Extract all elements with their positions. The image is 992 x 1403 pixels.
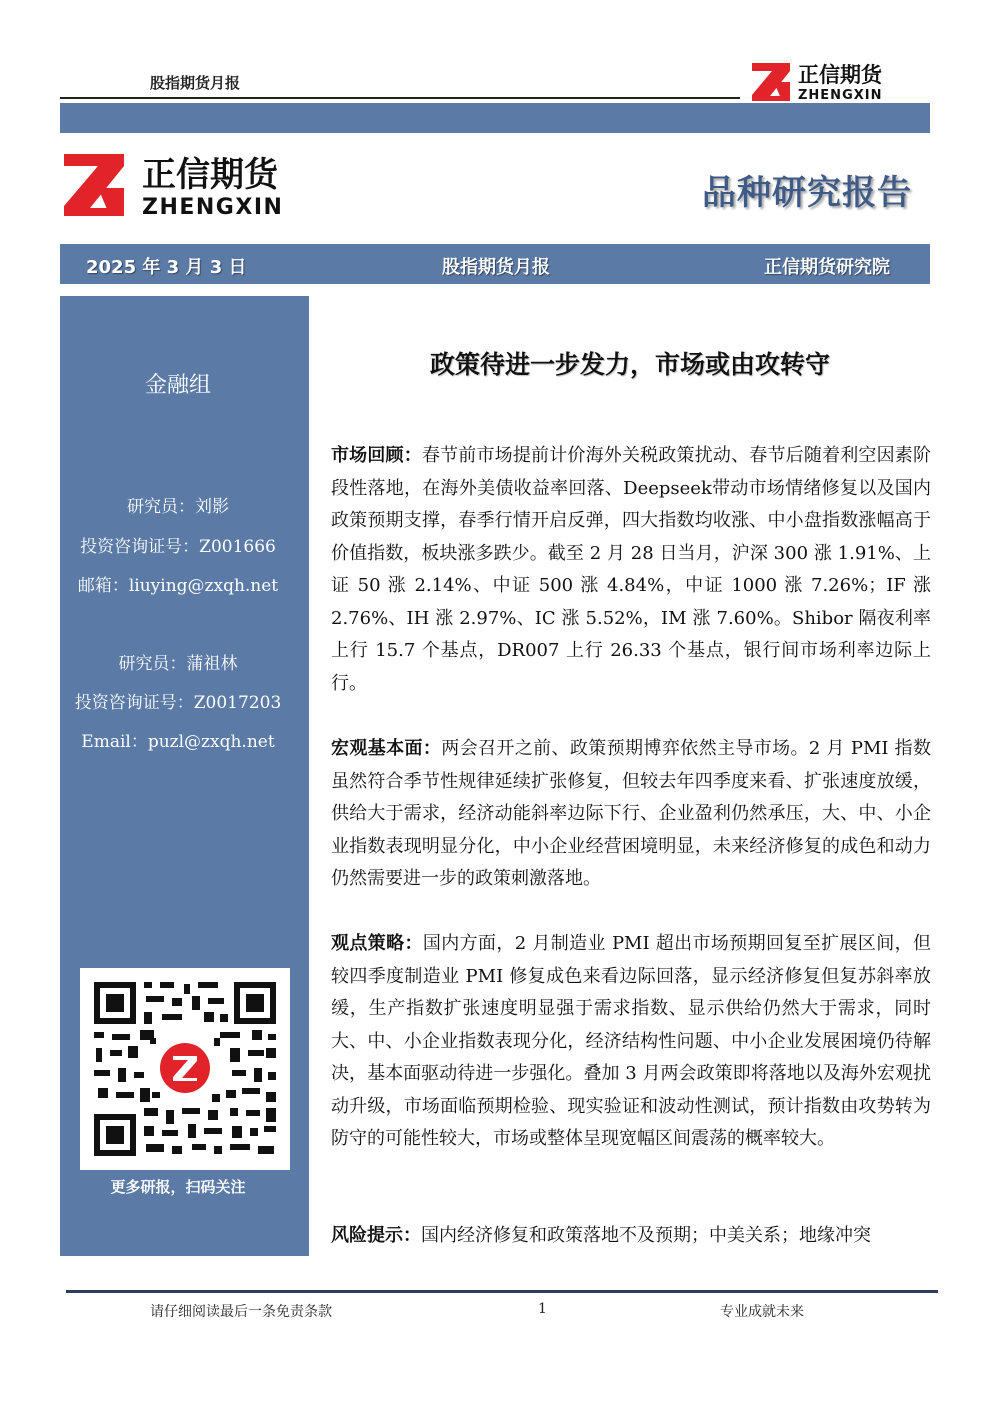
section-risk [331, 1220, 931, 1253]
qr-code-icon [80, 968, 290, 1170]
small-logo-en: ZHENGXIN [798, 88, 883, 102]
analyst-name: 研究员：蒲祖林 [118, 654, 238, 674]
running-title: 股指期货月报 [150, 74, 241, 92]
report-type: 品种研究报告 [702, 173, 912, 213]
brand-logo-cn: 正信期货 [142, 155, 278, 195]
small-logo-cn: 正信期货 [798, 63, 882, 87]
qr-caption: 更多研报，扫码关注 [110, 1178, 246, 1196]
section-text: 国内经济修复和政策落地不及预期；中美关系；地缘冲突 [421, 1225, 871, 1246]
section-strategy [331, 928, 931, 1156]
footer-rule [66, 1290, 938, 1293]
zhengxin-logo [62, 150, 312, 220]
analyst-cert: 投资咨询证号：Z001666 [80, 537, 276, 557]
group-name: 金融组 [144, 373, 211, 398]
headline: 政策待进一步发力，市场或由攻转守 [429, 350, 830, 379]
section-label: 观点策略： [331, 933, 423, 954]
report-name: 股指期货月报 [442, 257, 550, 278]
qr-code-box [80, 968, 290, 1170]
institute-name: 正信期货研究院 [764, 257, 890, 278]
brand-logo-en: ZHENGXIN [142, 195, 284, 220]
section-text: 两会召开之前、政策预期博弈依然主导市场。2 月 PMI 指数虽然符合季节性规律延续扩张修复，但较去年四季度来看、扩张速度放缓，供给大于需求，经济动能斜率边际下行、企业盈利仍然承压，大、中、小企业指数表现明显分化，中小企业经营困境明显，未来经济修复的成色和动力仍然需要进一步的政策刺激落地。 [331, 738, 931, 889]
footer-disclaimer: 请仔细阅读最后一条免责条款 [150, 1304, 332, 1320]
header-rule [60, 97, 740, 99]
footer-slogan: 专业成就未来 [720, 1304, 804, 1320]
analyst-name: 研究员：刘影 [127, 497, 229, 517]
section-text: 春节前市场提前计价海外关税政策扰动、春节后随着利空因素阶段性落地，在海外美债收益率回落、Deepseek带动市场情绪修复以及国内政策预期支撑，春季行情开启反弹，四大指数均收涨、中小盘指数涨幅高于价值指数，板块涨多跌少。截至 2 月 28 日当月，沪深 300 涨 1.91%、上证 50 涨 2.14%、中证 500 涨 4.84%，中证 1000 涨 7.26%；IF 涨 2.76%、IH 涨 2.97%、IC 涨 5.52%，IM 涨 7.60%。Shibor 隔夜利率上行 15.7 个基点，DR007 上行 26.33 个基点，银行间市场利率边际上行。 [331, 445, 931, 694]
section-macro [331, 733, 931, 896]
info-bar [60, 244, 930, 284]
analyst-cert: 投资咨询证号：Z0017203 [74, 693, 282, 713]
report-date: 2025 年 3 月 3 日 [86, 257, 247, 278]
page-number: 1 [538, 1301, 547, 1317]
header-band [60, 103, 930, 133]
analyst-email[interactable]: Email：puzl@zxqh.net [81, 732, 275, 752]
analyst-email[interactable]: 邮箱：liuying@zxqh.net [77, 576, 279, 596]
section-market-review [331, 440, 931, 700]
zhengxin-logo-small [752, 60, 912, 102]
section-label: 风险提示： [331, 1225, 421, 1246]
section-text: 国内方面，2 月制造业 PMI 超出市场预期回复至扩展区间，但较四季度制造业 PMI 修复成色来看边际回落，显示经济修复但复苏斜率放缓，生产指数扩张速度明显强于需求指数、显示供给仍然大于需求，同时大、中、小企业指数表现分化，经济结构性问题、中小企业发展困境仍待解决，基本面驱动待进一步强化。叠加 3 月两会政策即将落地以及海外宏观扰动升级，市场面临预期检验、现实验证和波动性测试，预计指数由攻势转为防守的可能性较大，市场或整体呈现宽幅区间震荡的概率较大。 [331, 933, 931, 1149]
section-label: 宏观基本面： [331, 738, 442, 759]
section-label: 市场回顾： [331, 445, 422, 466]
